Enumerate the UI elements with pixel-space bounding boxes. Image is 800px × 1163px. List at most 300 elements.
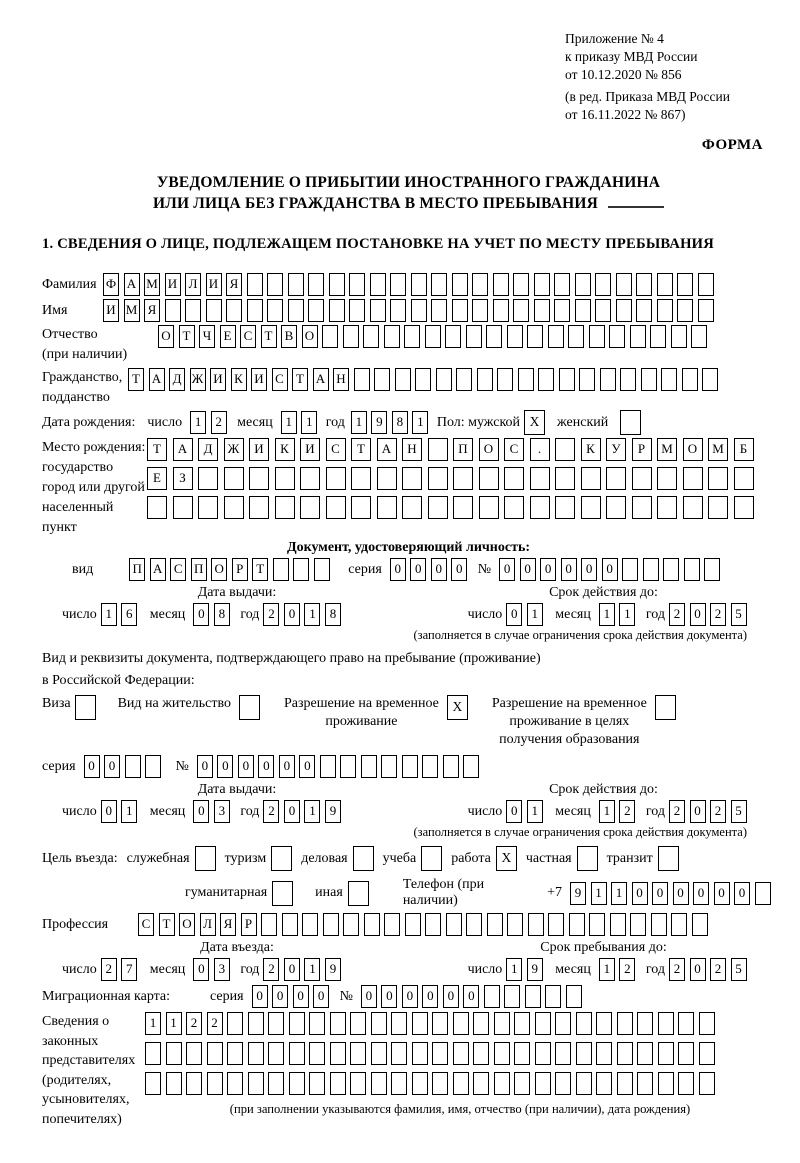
char-cell[interactable]: 7 [121, 958, 137, 981]
char-cell[interactable]: 0 [632, 882, 648, 905]
char-cell[interactable]: Л [200, 913, 216, 936]
char-cell[interactable]: 1 [527, 603, 543, 626]
char-cell[interactable]: 3 [214, 958, 230, 981]
char-cell[interactable]: 5 [731, 603, 747, 626]
char-cell[interactable] [555, 1012, 571, 1035]
char-cell[interactable] [494, 1072, 510, 1095]
char-cell[interactable] [513, 299, 529, 322]
char-cell[interactable] [411, 299, 427, 322]
char-cell[interactable]: Я [220, 913, 236, 936]
char-cell[interactable] [227, 1042, 243, 1065]
char-cell[interactable] [579, 368, 595, 391]
char-cell[interactable] [206, 299, 222, 322]
char-cell[interactable] [273, 558, 289, 581]
char-cell[interactable] [431, 299, 447, 322]
char-cell[interactable] [530, 467, 550, 490]
char-cell[interactable]: 1 [121, 800, 137, 823]
char-cell[interactable] [657, 273, 673, 296]
char-cell[interactable] [658, 1042, 674, 1065]
char-cell[interactable] [248, 1042, 264, 1065]
char-cell[interactable]: Н [333, 368, 349, 391]
temp-residence-edu-checkbox[interactable] [655, 695, 676, 720]
purpose-transit-checkbox[interactable] [658, 846, 679, 871]
char-cell[interactable] [555, 1072, 571, 1095]
char-cell[interactable] [186, 1042, 202, 1065]
char-cell[interactable] [595, 273, 611, 296]
char-cell[interactable] [351, 467, 371, 490]
purpose-private-checkbox[interactable] [577, 846, 598, 871]
char-cell[interactable]: 0 [402, 985, 418, 1008]
char-cell[interactable] [432, 1072, 448, 1095]
char-cell[interactable] [402, 467, 422, 490]
char-cell[interactable] [617, 1042, 633, 1065]
char-cell[interactable] [682, 368, 698, 391]
char-cell[interactable] [248, 1072, 264, 1095]
char-cell[interactable]: С [326, 438, 346, 461]
char-cell[interactable] [636, 299, 652, 322]
char-cell[interactable]: 9 [325, 958, 341, 981]
char-cell[interactable] [525, 985, 541, 1008]
char-cell[interactable] [224, 467, 244, 490]
char-cell[interactable] [620, 368, 636, 391]
char-cell[interactable]: О [302, 325, 318, 348]
char-cell[interactable] [145, 755, 161, 778]
char-cell[interactable]: О [211, 558, 227, 581]
char-cell[interactable]: 0 [734, 882, 750, 905]
char-cell[interactable]: 0 [193, 603, 209, 626]
char-cell[interactable]: 0 [284, 800, 300, 823]
char-cell[interactable] [616, 299, 632, 322]
char-cell[interactable] [702, 368, 718, 391]
char-cell[interactable] [576, 1012, 592, 1035]
char-cell[interactable]: 0 [390, 558, 406, 581]
char-cell[interactable]: М [144, 273, 160, 296]
char-cell[interactable] [486, 325, 502, 348]
char-cell[interactable]: Н [402, 438, 422, 461]
char-cell[interactable] [329, 273, 345, 296]
char-cell[interactable]: Т [292, 368, 308, 391]
char-cell[interactable] [493, 273, 509, 296]
char-cell[interactable] [125, 755, 141, 778]
char-cell[interactable] [650, 325, 666, 348]
char-cell[interactable] [428, 467, 448, 490]
char-cell[interactable]: 0 [499, 558, 515, 581]
char-cell[interactable] [600, 368, 616, 391]
char-cell[interactable] [309, 1012, 325, 1035]
char-cell[interactable] [282, 913, 298, 936]
char-cell[interactable] [671, 325, 687, 348]
char-cell[interactable] [651, 913, 667, 936]
char-cell[interactable] [412, 1072, 428, 1095]
purpose-tourism-checkbox[interactable] [271, 846, 292, 871]
char-cell[interactable] [683, 496, 703, 519]
char-cell[interactable]: З [173, 467, 193, 490]
char-cell[interactable]: О [179, 913, 195, 936]
char-cell[interactable] [589, 325, 605, 348]
char-cell[interactable] [463, 755, 479, 778]
char-cell[interactable]: М [657, 438, 677, 461]
char-cell[interactable]: 1 [304, 800, 320, 823]
char-cell[interactable] [293, 558, 309, 581]
char-cell[interactable] [404, 325, 420, 348]
char-cell[interactable]: 0 [693, 882, 709, 905]
char-cell[interactable] [637, 1012, 653, 1035]
char-cell[interactable] [575, 273, 591, 296]
char-cell[interactable]: 1 [101, 603, 117, 626]
char-cell[interactable]: 0 [101, 800, 117, 823]
char-cell[interactable] [268, 1072, 284, 1095]
char-cell[interactable] [473, 1072, 489, 1095]
char-cell[interactable] [350, 1012, 366, 1035]
char-cell[interactable] [354, 368, 370, 391]
char-cell[interactable] [606, 496, 626, 519]
char-cell[interactable] [166, 1072, 182, 1095]
char-cell[interactable] [384, 913, 400, 936]
char-cell[interactable] [641, 368, 657, 391]
char-cell[interactable] [548, 913, 564, 936]
char-cell[interactable]: И [210, 368, 226, 391]
char-cell[interactable]: Я [144, 299, 160, 322]
char-cell[interactable]: 2 [619, 800, 635, 823]
char-cell[interactable]: 0 [690, 800, 706, 823]
char-cell[interactable] [734, 496, 754, 519]
char-cell[interactable]: Б [734, 438, 754, 461]
char-cell[interactable] [371, 1042, 387, 1065]
char-cell[interactable] [630, 325, 646, 348]
residence-permit-checkbox[interactable] [239, 695, 260, 720]
sex-female-checkbox[interactable] [620, 410, 641, 435]
char-cell[interactable]: 0 [410, 558, 426, 581]
char-cell[interactable] [596, 1042, 612, 1065]
char-cell[interactable] [632, 467, 652, 490]
char-cell[interactable] [472, 273, 488, 296]
char-cell[interactable] [554, 273, 570, 296]
char-cell[interactable] [581, 467, 601, 490]
char-cell[interactable]: 9 [371, 411, 387, 434]
char-cell[interactable] [308, 299, 324, 322]
char-cell[interactable] [326, 467, 346, 490]
char-cell[interactable] [402, 496, 422, 519]
char-cell[interactable] [545, 985, 561, 1008]
char-cell[interactable]: Ф [103, 273, 119, 296]
char-cell[interactable] [405, 913, 421, 936]
char-cell[interactable]: А [313, 368, 329, 391]
char-cell[interactable] [698, 273, 714, 296]
char-cell[interactable]: 0 [293, 985, 309, 1008]
char-cell[interactable] [596, 1012, 612, 1035]
char-cell[interactable] [227, 1072, 243, 1095]
char-cell[interactable] [395, 368, 411, 391]
char-cell[interactable] [390, 273, 406, 296]
char-cell[interactable] [657, 467, 677, 490]
char-cell[interactable]: 1 [599, 800, 615, 823]
char-cell[interactable]: 0 [361, 985, 377, 1008]
char-cell[interactable]: Л [185, 273, 201, 296]
purpose-study-checkbox[interactable] [421, 846, 442, 871]
char-cell[interactable] [326, 496, 346, 519]
char-cell[interactable] [683, 467, 703, 490]
char-cell[interactable] [691, 325, 707, 348]
char-cell[interactable]: 9 [570, 882, 586, 905]
char-cell[interactable]: 2 [186, 1012, 202, 1035]
char-cell[interactable] [699, 1042, 715, 1065]
char-cell[interactable]: 0 [284, 958, 300, 981]
char-cell[interactable]: Т [159, 913, 175, 936]
char-cell[interactable]: 2 [619, 958, 635, 981]
char-cell[interactable] [575, 299, 591, 322]
char-cell[interactable] [415, 368, 431, 391]
char-cell[interactable]: 2 [669, 800, 685, 823]
char-cell[interactable] [370, 273, 386, 296]
char-cell[interactable] [708, 467, 728, 490]
char-cell[interactable] [343, 913, 359, 936]
char-cell[interactable] [453, 1072, 469, 1095]
char-cell[interactable] [643, 558, 659, 581]
char-cell[interactable]: 0 [602, 558, 618, 581]
char-cell[interactable] [267, 299, 283, 322]
char-cell[interactable] [507, 913, 523, 936]
char-cell[interactable]: 2 [263, 800, 279, 823]
char-cell[interactable] [477, 368, 493, 391]
char-cell[interactable] [494, 1012, 510, 1035]
char-cell[interactable] [249, 496, 269, 519]
char-cell[interactable] [198, 496, 218, 519]
char-cell[interactable]: П [191, 558, 207, 581]
char-cell[interactable]: С [504, 438, 524, 461]
char-cell[interactable]: 1 [599, 958, 615, 981]
char-cell[interactable] [432, 1012, 448, 1035]
char-cell[interactable]: 0 [299, 755, 315, 778]
char-cell[interactable]: 1 [599, 603, 615, 626]
char-cell[interactable]: 1 [611, 882, 627, 905]
char-cell[interactable] [330, 1042, 346, 1065]
char-cell[interactable]: В [281, 325, 297, 348]
char-cell[interactable]: Ж [190, 368, 206, 391]
char-cell[interactable] [504, 496, 524, 519]
char-cell[interactable] [663, 558, 679, 581]
char-cell[interactable] [657, 299, 673, 322]
char-cell[interactable] [364, 913, 380, 936]
char-cell[interactable] [630, 913, 646, 936]
char-cell[interactable] [261, 913, 277, 936]
char-cell[interactable]: К [231, 368, 247, 391]
char-cell[interactable]: 1 [412, 411, 428, 434]
char-cell[interactable]: М [708, 438, 728, 461]
char-cell[interactable] [504, 467, 524, 490]
char-cell[interactable] [534, 299, 550, 322]
char-cell[interactable]: Е [220, 325, 236, 348]
char-cell[interactable] [677, 273, 693, 296]
char-cell[interactable] [289, 1042, 305, 1065]
char-cell[interactable]: К [581, 438, 601, 461]
char-cell[interactable]: 2 [710, 603, 726, 626]
char-cell[interactable] [428, 438, 448, 461]
char-cell[interactable] [734, 467, 754, 490]
char-cell[interactable]: П [129, 558, 145, 581]
char-cell[interactable] [308, 273, 324, 296]
char-cell[interactable]: 1 [351, 411, 367, 434]
char-cell[interactable] [402, 755, 418, 778]
char-cell[interactable] [422, 755, 438, 778]
char-cell[interactable]: 8 [325, 603, 341, 626]
char-cell[interactable] [374, 368, 390, 391]
char-cell[interactable]: Я [226, 273, 242, 296]
char-cell[interactable] [166, 1042, 182, 1065]
char-cell[interactable] [637, 1042, 653, 1065]
char-cell[interactable] [302, 913, 318, 936]
char-cell[interactable] [530, 496, 550, 519]
char-cell[interactable] [371, 1072, 387, 1095]
char-cell[interactable] [275, 496, 295, 519]
char-cell[interactable] [381, 755, 397, 778]
char-cell[interactable] [514, 1042, 530, 1065]
char-cell[interactable]: Р [232, 558, 248, 581]
char-cell[interactable] [493, 299, 509, 322]
char-cell[interactable] [658, 1072, 674, 1095]
char-cell[interactable] [555, 438, 575, 461]
char-cell[interactable] [472, 299, 488, 322]
char-cell[interactable] [207, 1072, 223, 1095]
char-cell[interactable]: О [683, 438, 703, 461]
char-cell[interactable]: 6 [121, 603, 137, 626]
char-cell[interactable]: 5 [731, 958, 747, 981]
char-cell[interactable] [227, 1012, 243, 1035]
char-cell[interactable]: 0 [284, 603, 300, 626]
char-cell[interactable] [479, 496, 499, 519]
char-cell[interactable]: 2 [669, 603, 685, 626]
char-cell[interactable] [288, 299, 304, 322]
char-cell[interactable] [330, 1012, 346, 1035]
char-cell[interactable] [371, 1012, 387, 1035]
char-cell[interactable]: Т [179, 325, 195, 348]
char-cell[interactable]: Т [128, 368, 144, 391]
char-cell[interactable]: 9 [325, 800, 341, 823]
char-cell[interactable]: 0 [217, 755, 233, 778]
char-cell[interactable] [445, 325, 461, 348]
char-cell[interactable] [616, 273, 632, 296]
char-cell[interactable] [559, 368, 575, 391]
char-cell[interactable] [186, 1072, 202, 1095]
char-cell[interactable] [268, 1042, 284, 1065]
char-cell[interactable]: 2 [710, 800, 726, 823]
char-cell[interactable] [248, 1012, 264, 1035]
char-cell[interactable] [363, 325, 379, 348]
char-cell[interactable] [391, 1072, 407, 1095]
char-cell[interactable]: 1 [145, 1012, 161, 1035]
char-cell[interactable] [555, 496, 575, 519]
char-cell[interactable]: 1 [301, 411, 317, 434]
char-cell[interactable] [428, 496, 448, 519]
char-cell[interactable] [528, 913, 544, 936]
char-cell[interactable]: 1 [304, 958, 320, 981]
char-cell[interactable] [350, 1072, 366, 1095]
char-cell[interactable] [370, 299, 386, 322]
char-cell[interactable]: С [240, 325, 256, 348]
char-cell[interactable] [425, 913, 441, 936]
char-cell[interactable] [589, 913, 605, 936]
char-cell[interactable]: О [158, 325, 174, 348]
char-cell[interactable] [322, 325, 338, 348]
char-cell[interactable]: А [377, 438, 397, 461]
char-cell[interactable] [377, 467, 397, 490]
char-cell[interactable]: 0 [690, 958, 706, 981]
purpose-work-checkbox[interactable]: X [496, 846, 517, 871]
char-cell[interactable] [145, 1042, 161, 1065]
char-cell[interactable] [453, 1042, 469, 1065]
char-cell[interactable] [185, 299, 201, 322]
char-cell[interactable] [527, 325, 543, 348]
char-cell[interactable]: Т [252, 558, 268, 581]
char-cell[interactable]: 0 [443, 985, 459, 1008]
char-cell[interactable] [704, 558, 720, 581]
char-cell[interactable] [343, 325, 359, 348]
char-cell[interactable]: И [206, 273, 222, 296]
char-cell[interactable]: 2 [263, 603, 279, 626]
char-cell[interactable] [275, 467, 295, 490]
char-cell[interactable]: Т [351, 438, 371, 461]
char-cell[interactable] [699, 1072, 715, 1095]
sex-male-checkbox[interactable]: X [524, 410, 545, 435]
char-cell[interactable]: 1 [166, 1012, 182, 1035]
char-cell[interactable] [555, 467, 575, 490]
char-cell[interactable] [678, 1072, 694, 1095]
char-cell[interactable] [514, 1012, 530, 1035]
char-cell[interactable] [145, 1072, 161, 1095]
char-cell[interactable] [329, 299, 345, 322]
char-cell[interactable] [678, 1042, 694, 1065]
char-cell[interactable]: 0 [540, 558, 556, 581]
char-cell[interactable]: . [530, 438, 550, 461]
char-cell[interactable]: Д [198, 438, 218, 461]
char-cell[interactable]: 0 [238, 755, 254, 778]
char-cell[interactable]: 0 [193, 800, 209, 823]
char-cell[interactable] [595, 299, 611, 322]
char-cell[interactable] [411, 273, 427, 296]
char-cell[interactable]: О [479, 438, 499, 461]
char-cell[interactable] [678, 1012, 694, 1035]
char-cell[interactable] [622, 558, 638, 581]
char-cell[interactable]: К [275, 438, 295, 461]
char-cell[interactable] [617, 1012, 633, 1035]
char-cell[interactable]: П [453, 438, 473, 461]
char-cell[interactable] [684, 558, 700, 581]
char-cell[interactable] [535, 1072, 551, 1095]
char-cell[interactable]: 0 [381, 985, 397, 1008]
char-cell[interactable] [247, 299, 263, 322]
char-cell[interactable]: 0 [520, 558, 536, 581]
char-cell[interactable] [555, 1042, 571, 1065]
char-cell[interactable] [340, 755, 356, 778]
char-cell[interactable]: Т [147, 438, 167, 461]
char-cell[interactable]: 9 [527, 958, 543, 981]
char-cell[interactable] [504, 985, 520, 1008]
char-cell[interactable] [391, 1012, 407, 1035]
char-cell[interactable] [224, 496, 244, 519]
char-cell[interactable] [330, 1072, 346, 1095]
char-cell[interactable] [755, 882, 771, 905]
char-cell[interactable] [361, 755, 377, 778]
char-cell[interactable] [513, 273, 529, 296]
char-cell[interactable] [661, 368, 677, 391]
char-cell[interactable]: 2 [211, 411, 227, 434]
char-cell[interactable] [596, 1072, 612, 1095]
char-cell[interactable] [518, 368, 534, 391]
char-cell[interactable]: 0 [104, 755, 120, 778]
char-cell[interactable] [484, 985, 500, 1008]
char-cell[interactable] [566, 985, 582, 1008]
char-cell[interactable]: 0 [258, 755, 274, 778]
char-cell[interactable] [300, 467, 320, 490]
